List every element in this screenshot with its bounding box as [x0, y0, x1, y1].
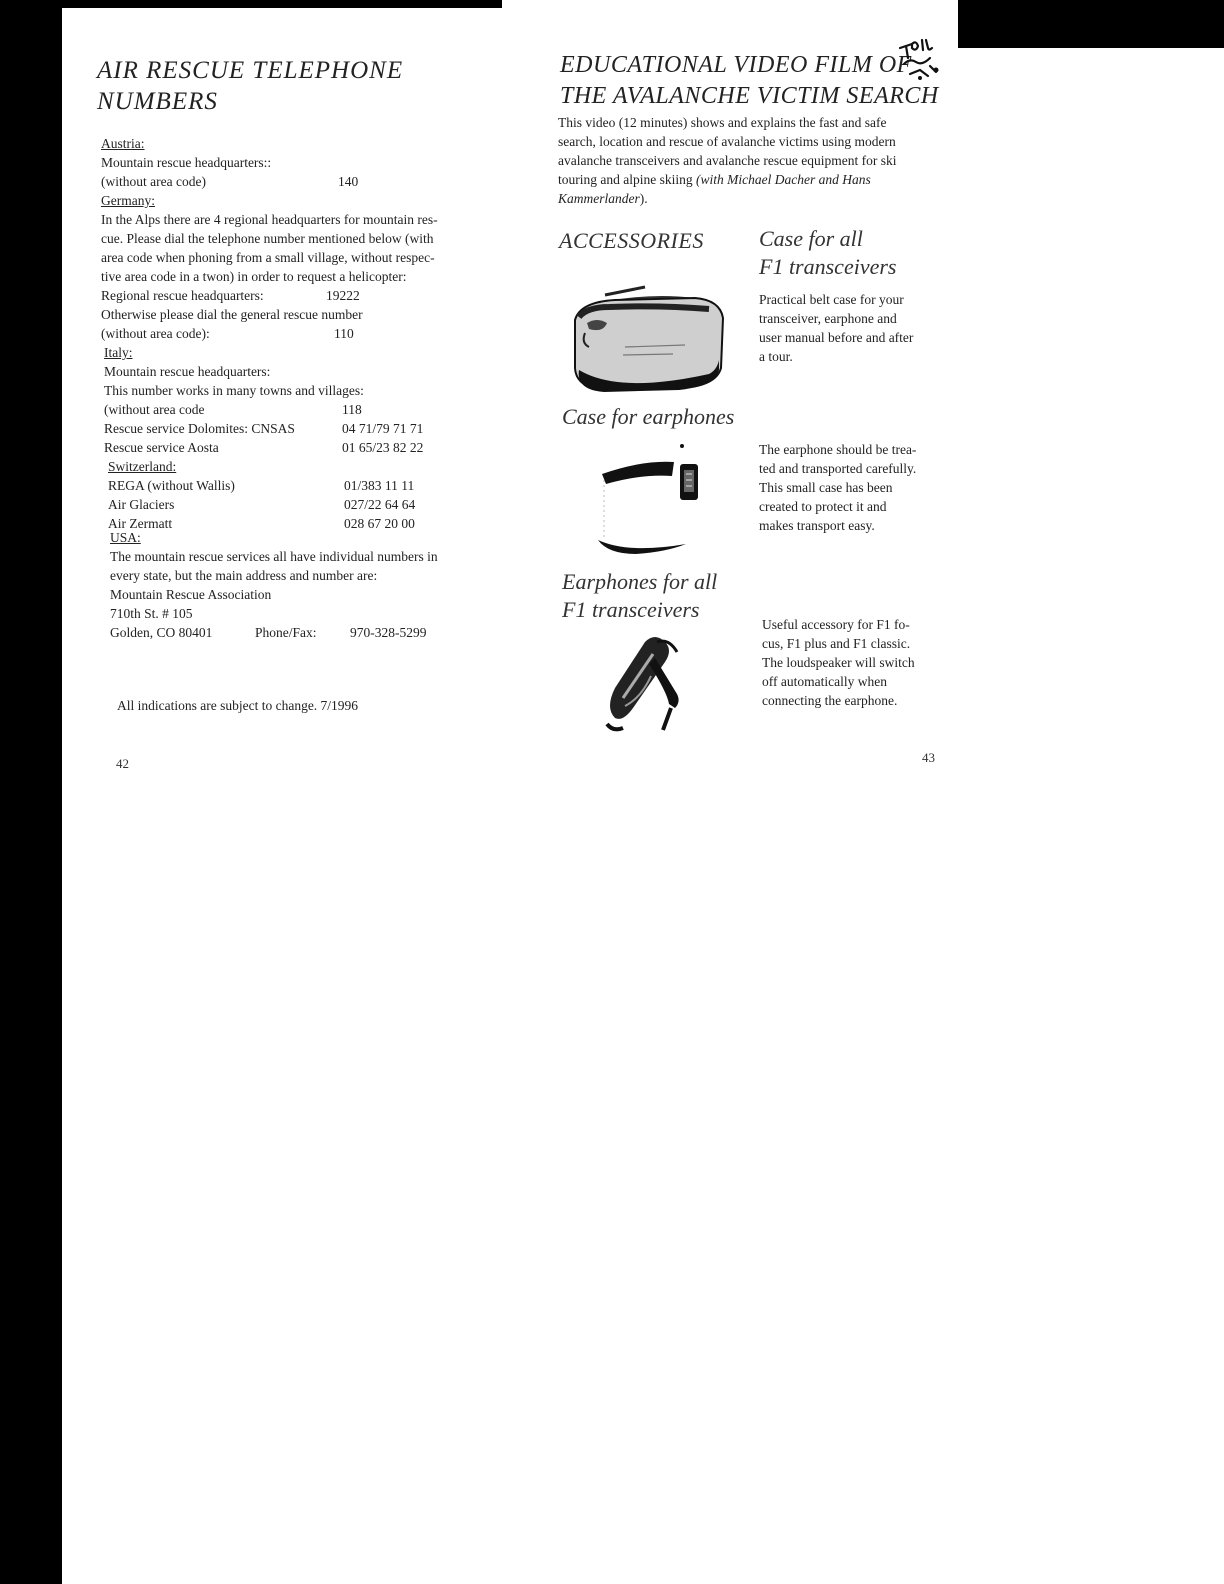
- left-page-title: AIR RESCUE TELEPHONE NUMBERS: [97, 57, 404, 115]
- austria-label: Austria:: [101, 136, 145, 151]
- belt-case-image: [565, 275, 730, 395]
- switzerland-label: Switzerland:: [108, 459, 177, 474]
- scan-left-border: [0, 0, 62, 1584]
- earphone-case-description: The earphone should be trea- ted and transported carefully. This small case has been created to protect it and makes transport easy.: [759, 442, 917, 533]
- germany-label: Germany:: [101, 193, 155, 208]
- footer-note: All indications are subject to change. 7/1996: [117, 698, 359, 713]
- earphones-heading: Earphones for all F1 transceivers: [562, 569, 718, 622]
- list-item: Air Glaciers 027/22 64 64: [108, 497, 416, 512]
- list-item: Air Zermatt 028 67 20 00: [108, 516, 415, 531]
- earphones-image: [595, 628, 695, 738]
- scan-top-border: [62, 0, 502, 8]
- switzerland-section: [108, 457, 488, 533]
- stamp-icon: [890, 30, 950, 90]
- case-all-description: Practical belt case for your transceiver, earphone and user manual before and after a tour.: [759, 292, 914, 364]
- case-earphones-heading: Case for earphones: [562, 404, 735, 429]
- page-number-right: 43: [922, 750, 935, 765]
- right-page-title: EDUCATIONAL VIDEO FILM OF THE AVALANCHE VICTIM SEARCH: [560, 52, 939, 109]
- usa-label: USA:: [110, 530, 141, 545]
- video-intro: This video (12 minutes) shows and explains the fast and safe search, location and rescue of avalanche victims using modern avalanche transceivers and avalanche rescue equipment for ski touring and alpine skiing (with Michael Dacher and Hans Kammerlander).: [558, 115, 897, 206]
- case-all-heading: Case for all F1 transceivers: [759, 226, 897, 279]
- earphones-description: Useful accessory for F1 fo- cus, F1 plus and F1 classic. The loudspeaker will switch off automatically when connecting the earphone.: [762, 617, 915, 708]
- germany-section: Germany: In the Alps there are 4 regional headquarters for mountain res- cue. Please dial the telephone number mentioned below (with area code when phoning from a small village, without respec- tive area code in a twon) in order to request a helicopter: Regional rescue headquarters: 19222 Otherwise please dial the general rescue number (without area code): 110: [101, 191, 481, 343]
- list-item: REGA (without Wallis) 01/383 11 11: [108, 478, 415, 493]
- earphone-case-image: [590, 440, 715, 555]
- accessories-heading: ACCESSORIES: [559, 228, 704, 253]
- usa-section: USA: The mountain rescue services all have individual numbers in every state, but the main address and number are: Mountain Rescue Association 710th St. # 105 Golden, CO 80401 Phone/Fax: 970-328-5299: [110, 528, 500, 642]
- scan-corner-block: [958, 0, 1224, 48]
- austria-section: Austria: Mountain rescue headquarters:: (without area code) 140: [101, 134, 481, 191]
- page-number-left: 42: [116, 756, 129, 771]
- italy-section: Italy: Mountain rescue headquarters: This number works in many towns and villages: (without area code 118 Rescue service Dolomites: CNSAS 04 71/79 71 71 Rescue service Aosta 01 65/23 82 22: [104, 343, 484, 457]
- italy-label: Italy:: [104, 345, 133, 360]
